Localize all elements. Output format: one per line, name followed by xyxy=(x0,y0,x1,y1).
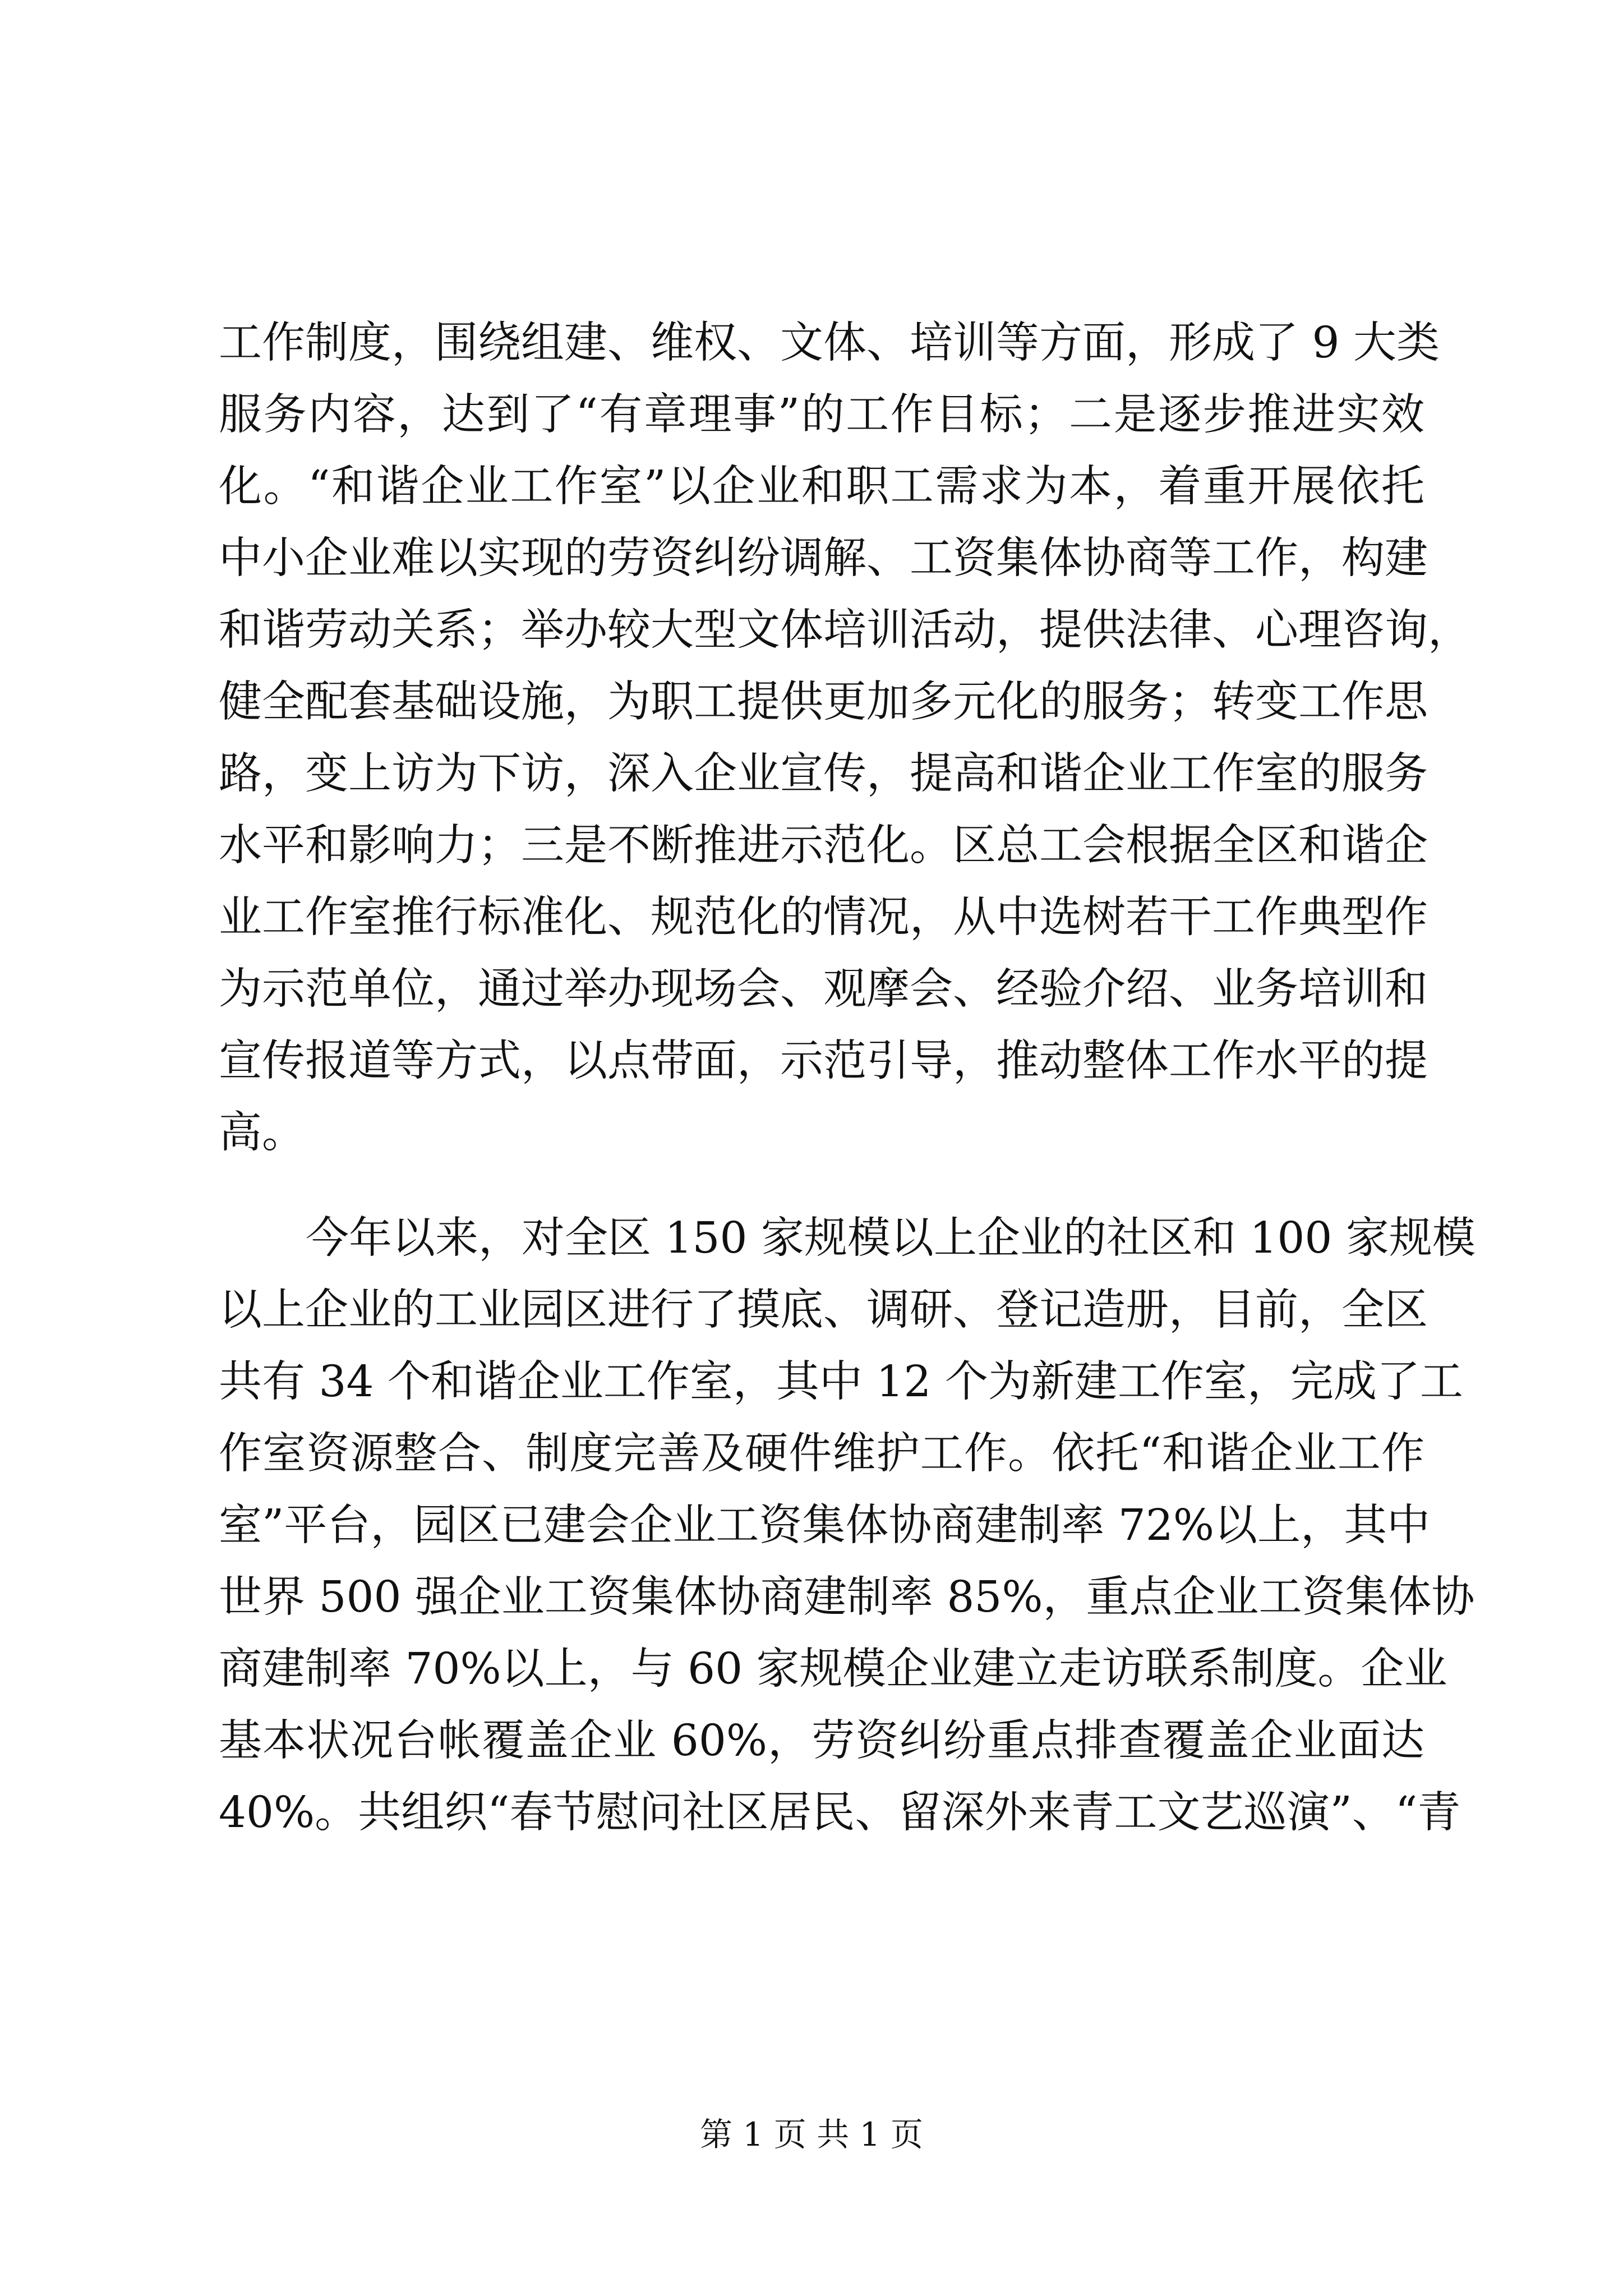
paragraph-line: 作室资源整合、制度完善及硬件维护工作。依托“和谐企业工作 xyxy=(219,1429,1424,1479)
paragraph-line: 路，变上访为下访，深入企业宣传，提高和谐企业工作室的服务 xyxy=(219,749,1428,799)
paragraph-line: 服务内容，达到了“有章理事”的工作目标；二是逐步推进实效 xyxy=(219,390,1424,440)
paragraph-line: 中小企业难以实现的劳资纠纷调解、工资集体协商等工作，构建 xyxy=(219,533,1428,583)
paragraph-line: 40%。共组织“春节慰问社区居民、留深外来青工文艺巡演”、“青 xyxy=(219,1788,1461,1838)
paragraph-line: 健全配套基础设施，为职工提供更加多元化的服务；转变工作思 xyxy=(219,677,1428,727)
paragraph-line: 水平和影响力；三是不断推进示范化。区总工会根据全区和谐企 xyxy=(219,821,1428,871)
paragraph-line: 共有 34 个和谐企业工作室，其中 12 个为新建工作室，完成了工 xyxy=(219,1357,1463,1407)
paragraph-1 xyxy=(219,307,1471,1169)
paragraph-2 xyxy=(219,1203,1476,1849)
paragraph-line: 宣传报道等方式，以点带面，示范引导，推动整体工作水平的提 xyxy=(219,1036,1428,1086)
paragraph-line: 商建制率 70%以上，与 60 家规模企业建立走访联系制度。企业 xyxy=(219,1644,1447,1694)
paragraph-line: 业工作室推行标准化、规范化的情况，从中选树若干工作典型作 xyxy=(219,892,1428,942)
paragraph-line: 为示范单位，通过举办现场会、观摩会、经验介绍、业务培训和 xyxy=(219,964,1428,1014)
paragraph-gap xyxy=(219,1169,1424,1203)
document-body xyxy=(219,307,1476,1849)
paragraph-line: 室”平台，园区已建会企业工资集体协商建制率 72%以上，其中 xyxy=(219,1501,1430,1550)
paragraph-line: 世界 500 强企业工资集体协商建制率 85%，重点企业工资集体协 xyxy=(219,1572,1475,1622)
paragraph-line: 高。 xyxy=(219,1108,305,1158)
paragraph-line: 工作制度，围绕组建、维权、文体、培训等方面，形成了 9 大类 xyxy=(219,318,1440,368)
page-number-footer: 第 1 页 共 1 页 xyxy=(700,2115,923,2154)
paragraph-line: 化。“和谐企业工作室”以企业和职工需求为本，着重开展依托 xyxy=(219,462,1424,512)
paragraph-line: 基本状况台帐覆盖企业 60%，劳资纠纷重点排查覆盖企业面达 xyxy=(219,1716,1424,1766)
paragraph-line: 今年以来，对全区 150 家规模以上企业的社区和 100 家规模 xyxy=(306,1213,1476,1263)
paragraph-line: 和谐劳动关系；举办较大型文体培训活动，提供法律、心理咨询， xyxy=(219,605,1471,655)
paragraph-line: 以上企业的工业园区进行了摸底、调研、登记造册，目前，全区 xyxy=(219,1285,1428,1335)
